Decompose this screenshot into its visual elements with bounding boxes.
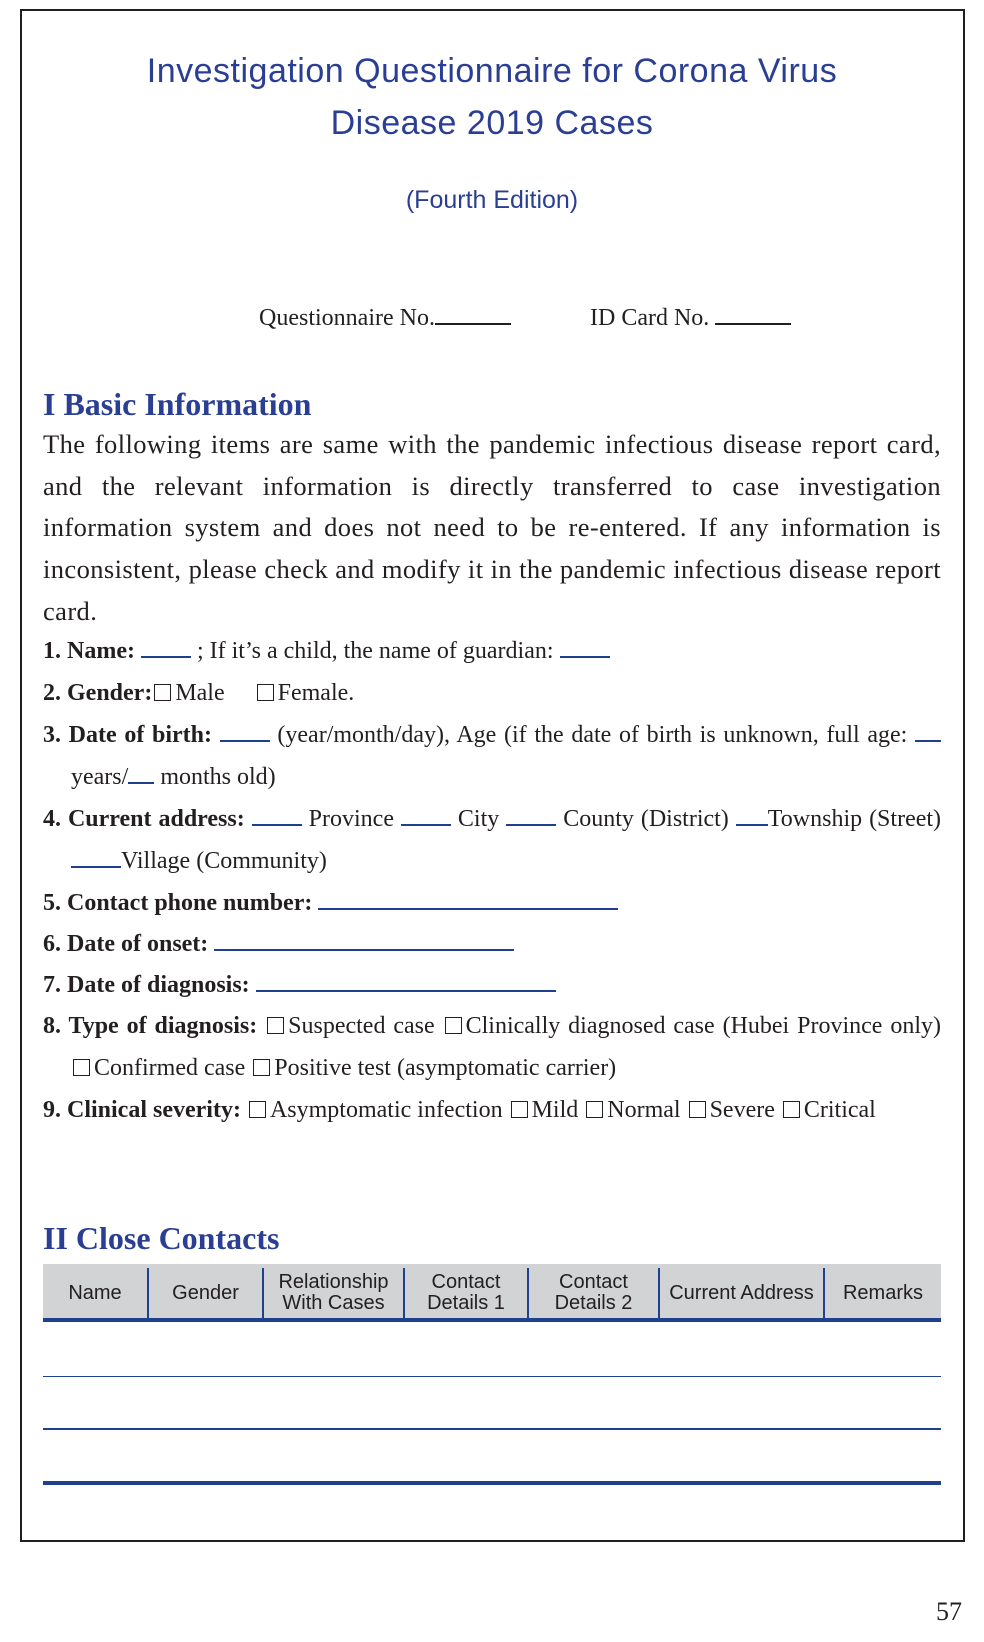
text: ; If it’s a child, the name of guardian:: [196, 638, 554, 664]
table-row[interactable]: [43, 1481, 941, 1485]
column-header: Contact Details 1: [403, 1268, 527, 1318]
column-header: Relationship With Cases: [262, 1268, 403, 1318]
option-label: Positive test (asymptomatic carrier): [274, 1055, 617, 1081]
item-date-of-birth: [43, 714, 941, 798]
township-blank[interactable]: [736, 803, 768, 826]
label: 5. Contact phone number:: [43, 890, 313, 916]
city-label: City: [457, 806, 500, 832]
label: 2. Gender:: [43, 680, 153, 706]
item-name: [43, 630, 941, 672]
section-close-contacts-heading: II Close Contacts: [43, 1220, 280, 1256]
name-blank[interactable]: [141, 635, 191, 658]
years-blank[interactable]: [915, 719, 941, 742]
checkbox[interactable]: [73, 1059, 90, 1076]
months-label: months old): [160, 764, 276, 790]
column-header: Contact Details 2: [527, 1268, 658, 1318]
phone-blank[interactable]: [318, 887, 618, 910]
checkbox[interactable]: [267, 1017, 284, 1034]
item-type-of-diagnosis: [43, 1005, 941, 1089]
label: 9. Clinical severity:: [43, 1097, 241, 1123]
checkbox[interactable]: [249, 1101, 266, 1118]
item-date-of-onset: [43, 923, 941, 965]
city-blank[interactable]: [401, 803, 451, 826]
guardian-blank[interactable]: [560, 635, 610, 658]
id-card-no-label: ID Card No.: [590, 304, 710, 331]
female-checkbox[interactable]: [257, 684, 274, 701]
item-current-address: [43, 798, 941, 882]
label: 1. Name:: [43, 638, 135, 664]
label: 4. Current address:: [43, 806, 245, 832]
label: 6. Date of onset:: [43, 931, 209, 957]
checkbox[interactable]: [689, 1101, 706, 1118]
intro-paragraph: The following items are same with the pandemic infectious disease report card, and the relevant information is directly transferred to case investigation information system and does not need to be re-entered. If any information is inconsistent, please check and modify it in the pandemic infectious disease report card.: [43, 429, 941, 626]
option-label: Critical: [803, 1097, 876, 1123]
checkbox[interactable]: [586, 1101, 603, 1118]
label: 3. Date of birth:: [43, 722, 213, 748]
months-blank[interactable]: [128, 761, 154, 784]
checkbox[interactable]: [253, 1059, 270, 1076]
option-label: Confirmed case: [94, 1055, 246, 1081]
diagnosis-date-blank[interactable]: [256, 969, 556, 992]
item-gender: [43, 672, 941, 714]
onset-blank[interactable]: [214, 928, 514, 951]
county-label: County (District): [563, 806, 729, 832]
column-header: Current Address: [658, 1268, 823, 1318]
checkbox[interactable]: [445, 1017, 462, 1034]
column-header: Remarks: [823, 1268, 941, 1318]
questionnaire-no-label: Questionnaire No.: [259, 304, 435, 331]
dob-blank[interactable]: [220, 719, 270, 742]
county-blank[interactable]: [506, 803, 556, 826]
option-label: Mild: [531, 1097, 579, 1123]
title-line-2: Disease 2019 Cases: [330, 104, 654, 142]
item-contact-phone: [43, 882, 941, 924]
male-label: Male: [175, 680, 225, 706]
column-header: Gender: [147, 1268, 262, 1318]
checkbox[interactable]: [511, 1101, 528, 1118]
option-label: Asymptomatic infection: [269, 1097, 503, 1123]
item-date-of-diagnosis: [43, 964, 941, 1006]
id-card-no-blank[interactable]: [715, 302, 791, 325]
questionnaire-no-blank[interactable]: [435, 302, 511, 325]
male-checkbox[interactable]: [154, 684, 171, 701]
years-label: years/: [71, 764, 129, 790]
section-basic-information-heading: I Basic Information: [43, 386, 312, 422]
option-label: Suspected case: [288, 1013, 435, 1039]
label: 7. Date of diagnosis:: [43, 972, 250, 998]
text: (year/month/day), Age (if the date of birth is unknown, full age:: [277, 722, 908, 748]
province-label: Province: [308, 806, 394, 832]
table-row[interactable]: [43, 1428, 941, 1430]
edition: (Fourth Edition): [405, 186, 579, 214]
page-number: 57: [936, 1597, 962, 1626]
questionnaire-no-field: [259, 302, 511, 332]
label: 8. Type of diagnosis:: [43, 1013, 258, 1039]
id-card-no-field: [590, 302, 791, 332]
item-clinical-severity: [43, 1089, 941, 1131]
option-label: Clinically diagnosed case (Hubei Province only): [465, 1013, 942, 1039]
contacts-table-header: [43, 1264, 941, 1322]
column-header: Name: [68, 1281, 122, 1304]
township-label: Township (Street): [767, 806, 942, 832]
title-line-1: Investigation Questionnaire for Corona Virus: [146, 52, 838, 90]
village-blank[interactable]: [71, 845, 121, 868]
village-label: Village (Community): [121, 848, 327, 874]
female-label: Female.: [277, 680, 355, 706]
checkbox[interactable]: [783, 1101, 800, 1118]
option-label: Severe: [709, 1097, 775, 1123]
option-label: Normal: [607, 1097, 681, 1123]
province-blank[interactable]: [252, 803, 302, 826]
table-row[interactable]: [43, 1376, 941, 1377]
